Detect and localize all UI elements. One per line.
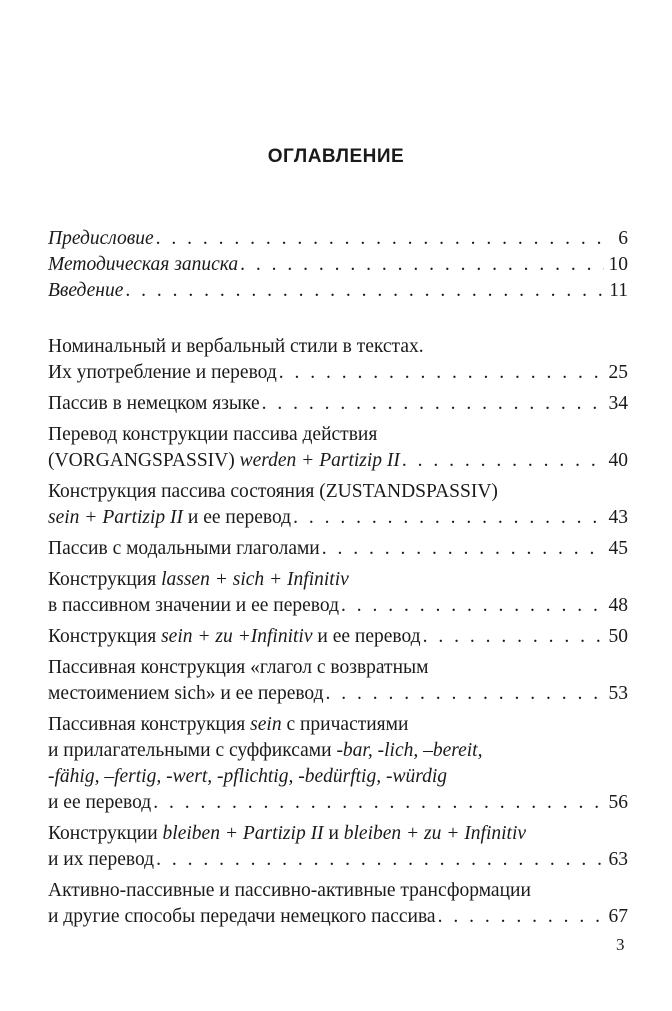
toc-entry-last-line xyxy=(48,226,628,252)
toc-entry[interactable] xyxy=(48,712,628,816)
toc-entry[interactable] xyxy=(48,391,628,417)
toc-text-segment: с причастиями xyxy=(281,714,409,735)
dot-leader xyxy=(125,278,604,304)
toc-text-segment: Их употребление и перевод xyxy=(48,362,277,383)
toc-entry[interactable] xyxy=(48,536,628,562)
toc-entry-last-line xyxy=(48,252,628,278)
toc-entry-line xyxy=(48,567,628,593)
toc-page-number: 34 xyxy=(608,393,628,414)
page-title: ОГЛАВЛЕНИЕ xyxy=(267,146,405,167)
toc-entry-last-line xyxy=(48,904,628,930)
toc-entry-title xyxy=(48,904,436,930)
toc-text-segment: Пассивная конструкция «глагол с возвратным xyxy=(48,657,429,678)
toc-entry-last-line xyxy=(48,847,628,873)
toc-text-segment: Конструкция пассива состояния (ZUSTANDSPASSIV) xyxy=(48,481,498,502)
toc-page-number: 53 xyxy=(608,683,628,704)
toc-entry-line xyxy=(48,422,628,448)
toc-text-segment: sein xyxy=(250,714,282,735)
toc-entry-title xyxy=(48,593,339,619)
toc-entry[interactable] xyxy=(48,655,628,707)
toc-entry[interactable] xyxy=(48,624,628,650)
toc-text-segment: sein + Partizip II xyxy=(48,507,184,528)
toc-text-segment: Предисловие xyxy=(48,228,154,249)
dot-leader xyxy=(293,505,604,531)
dot-leader xyxy=(402,448,604,474)
toc-entry-line xyxy=(48,878,628,904)
toc-text-segment: Конструкции xyxy=(48,823,163,844)
toc-text-segment: Пассивная конструкция xyxy=(48,714,251,735)
dot-leader xyxy=(279,360,604,386)
toc-entry-title xyxy=(48,360,277,386)
toc-text-segment: bleiben + Partizip II xyxy=(162,823,324,844)
dot-leader xyxy=(156,847,604,873)
toc-text-segment: Конструкция xyxy=(48,569,162,590)
dot-leader xyxy=(156,226,604,252)
dot-leader xyxy=(240,252,604,278)
toc-entry[interactable] xyxy=(48,278,628,304)
toc-entry-line xyxy=(48,738,628,764)
toc-entry-line xyxy=(48,334,628,360)
toc-text-segment: werden + Partizip II xyxy=(239,450,400,471)
toc-page-number: 11 xyxy=(609,280,628,301)
table-of-contents xyxy=(48,226,628,935)
toc-entry-title xyxy=(48,536,320,562)
toc-text-segment: Методическая записка xyxy=(48,254,239,275)
toc-entry[interactable] xyxy=(48,567,628,619)
dot-leader xyxy=(341,593,604,619)
toc-text-segment: lassen + sich + Infinitiv xyxy=(161,569,349,590)
toc-entry-last-line xyxy=(48,505,628,531)
toc-entry-last-line xyxy=(48,536,628,562)
toc-text-segment: Пассив в немецком языке xyxy=(48,393,260,414)
toc-page-number: 50 xyxy=(608,626,628,647)
toc-entry-last-line xyxy=(48,681,628,707)
toc-page-number: 48 xyxy=(608,595,628,616)
toc-entry-last-line xyxy=(48,448,628,474)
toc-page-number: 67 xyxy=(608,906,628,927)
toc-entry-last-line xyxy=(48,391,628,417)
toc-text-segment: и другие способы передачи немецкого пассива xyxy=(48,906,436,927)
dot-leader xyxy=(262,391,604,417)
toc-entry-title xyxy=(48,278,123,304)
dot-leader xyxy=(153,790,604,816)
toc-entry[interactable] xyxy=(48,226,628,252)
toc-entry-line xyxy=(48,764,628,790)
dot-leader xyxy=(423,624,604,650)
toc-page-number: 40 xyxy=(608,450,628,471)
toc-entry-last-line xyxy=(48,593,628,619)
toc-entry-line xyxy=(48,655,628,681)
toc-entry[interactable] xyxy=(48,252,628,278)
toc-entry[interactable] xyxy=(48,334,628,386)
toc-text-segment: Введение xyxy=(48,280,124,301)
toc-text-segment: и ее перевод xyxy=(312,626,421,647)
toc-entry-line xyxy=(48,821,628,847)
toc-entry[interactable] xyxy=(48,422,628,474)
toc-entry-title xyxy=(48,448,400,474)
toc-text-segment: Активно-пассивные и пассивно-активные трансформации xyxy=(48,880,531,901)
toc-entry-line xyxy=(48,712,628,738)
toc-page-number: 56 xyxy=(608,792,628,813)
toc-text-segment: местоимением sich» и ее перевод xyxy=(48,683,324,704)
toc-entry-title xyxy=(48,252,238,278)
toc-text-segment: и ее перевод xyxy=(183,507,292,528)
toc-text-segment: -bar, -lich, –bereit, xyxy=(336,740,483,761)
toc-text-segment: (VORGANGSPASSIV) xyxy=(48,450,240,471)
toc-entry-title xyxy=(48,391,260,417)
toc-page-number: 10 xyxy=(608,254,628,275)
toc-text-segment: bleiben + zu + Infinitiv xyxy=(343,823,527,844)
toc-entry-last-line xyxy=(48,278,628,304)
toc-text-segment: sein + zu +Infinitiv xyxy=(161,626,313,647)
toc-text-segment: -fähig, –fertig, -wert, -pflichtig, -bedürftig, -würdig xyxy=(48,766,447,787)
dot-leader xyxy=(438,904,604,930)
toc-entry-last-line xyxy=(48,624,628,650)
toc-page-number: 63 xyxy=(608,849,628,870)
toc-entry-title xyxy=(48,790,151,816)
toc-entry[interactable] xyxy=(48,821,628,873)
toc-page-number: 6 xyxy=(618,228,628,249)
toc-entry-title xyxy=(48,847,154,873)
toc-text-segment: и xyxy=(323,823,344,844)
toc-entry[interactable] xyxy=(48,878,628,930)
page-number: 3 xyxy=(616,935,625,954)
toc-text-segment: Конструкция xyxy=(48,626,162,647)
toc-page-number: 43 xyxy=(608,507,628,528)
toc-text-segment: и прилагательными с суффиксами xyxy=(48,740,337,761)
toc-page-number: 25 xyxy=(608,362,628,383)
toc-text-segment: Пассив с модальными глаголами xyxy=(48,538,320,559)
toc-entry-line xyxy=(48,479,628,505)
toc-page-number: 45 xyxy=(608,538,628,559)
toc-entry-title xyxy=(48,681,324,707)
toc-text-segment: и ее перевод xyxy=(48,792,152,813)
toc-entry-last-line xyxy=(48,790,628,816)
toc-entry-title xyxy=(48,226,154,252)
toc-text-segment: в пассивном значении и ее перевод xyxy=(48,595,339,616)
toc-entry[interactable] xyxy=(48,479,628,531)
dot-leader xyxy=(326,681,604,707)
toc-text-segment: Номинальный и вербальный стили в текстах. xyxy=(48,336,424,357)
toc-text-segment: Перевод конструкции пассива действия xyxy=(48,424,378,445)
dot-leader xyxy=(322,536,604,562)
toc-entry-last-line xyxy=(48,360,628,386)
toc-entry-title xyxy=(48,624,421,650)
toc-text-segment: и их перевод xyxy=(48,849,155,870)
toc-entry-title xyxy=(48,505,291,531)
